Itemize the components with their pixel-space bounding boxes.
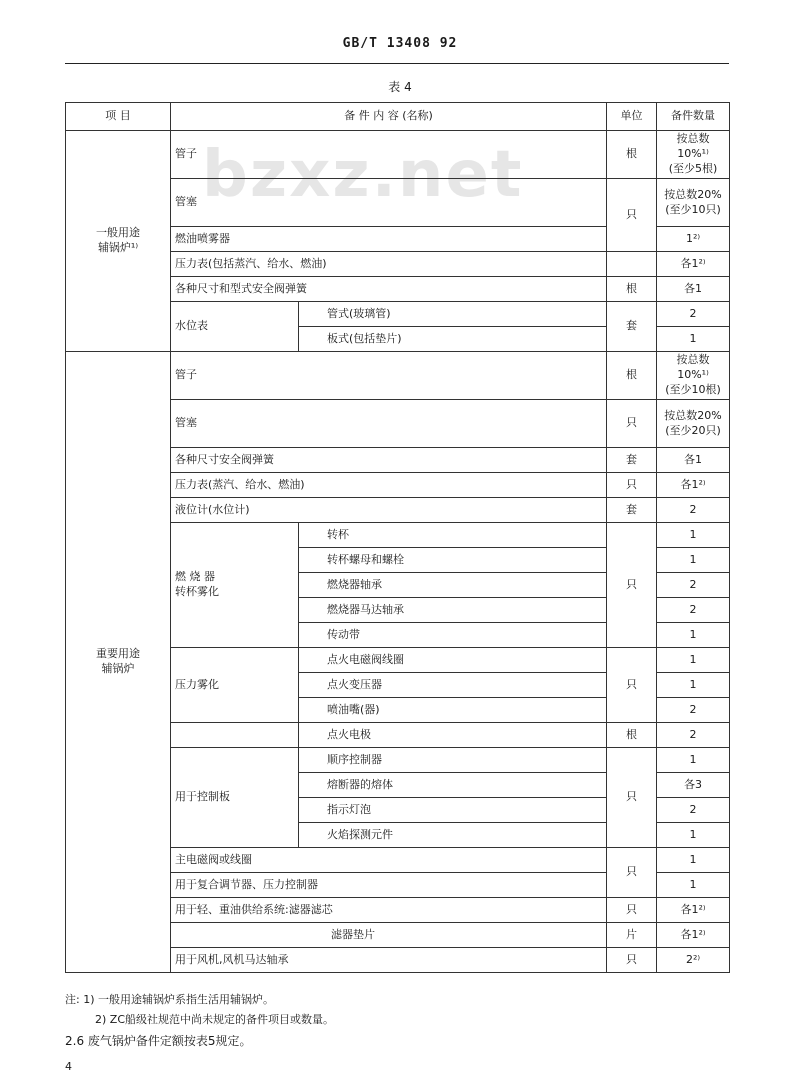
note-1: 注: 1) 一般用途辅锅炉系指生活用辅锅炉。 [65,993,274,1006]
row-qty: 1 [657,523,730,548]
row-label: 各种尺寸安全阀弹簧 [171,448,607,473]
table-header-row [66,103,730,131]
sub-group-label: 压力雾化 [171,648,299,723]
header-rule [65,63,729,64]
row-unit: 套 [607,498,657,523]
col-content-header: 备 件 内 容 (名称) [171,103,607,131]
row-qty: 1 [657,748,730,773]
row-unit: 只 [607,948,657,973]
row-label: 点火电极 [299,723,607,748]
row-label: 点火电磁阀线圈 [299,648,607,673]
row-unit: 只 [607,748,657,848]
row-qty: 2²⁾ [657,948,730,973]
row-unit: 根 [607,352,657,400]
row-unit: 根 [607,277,657,302]
row-label: 板式(包括垫片) [299,327,607,352]
row-label: 用于轻、重油供给系统:滤器滤芯 [171,898,607,923]
row-qty: 2 [657,498,730,523]
row-label: 管塞 [171,179,607,227]
row-label: 管子 [171,131,607,179]
row-label: 压力表(蒸汽、给水、燃油) [171,473,607,498]
standard-header: GB/T 13408 92 [342,36,458,51]
row-qty: 1²⁾ [657,227,730,252]
row-qty: 按总数10%¹⁾ (至少10根) [657,352,730,400]
row-label: 转杯 [299,523,607,548]
sub-group-label: 燃 烧 器 转杯雾化 [171,523,299,648]
row-label: 顺序控制器 [299,748,607,773]
row-qty: 2 [657,598,730,623]
row-label: 火焰探测元件 [299,823,607,848]
spare-parts-table [65,102,730,973]
row-qty: 1 [657,673,730,698]
row-label: 滤器垫片 [171,923,607,948]
row-qty: 1 [657,648,730,673]
row-unit: 根 [607,723,657,748]
sub-group-label: 用于控制板 [171,748,299,848]
row-qty: 按总数10%¹⁾ (至少5根) [657,131,730,179]
row-qty: 各1²⁾ [657,252,730,277]
row-qty: 1 [657,848,730,873]
row-label: 管塞 [171,400,607,448]
row-qty: 1 [657,823,730,848]
row-label: 用于复合调节器、压力控制器 [171,873,607,898]
row-label: 燃烧器马达轴承 [299,598,607,623]
row-unit: 只 [607,473,657,498]
row-label: 点火变压器 [299,673,607,698]
group-general: 一般用途 辅锅炉¹⁾ [66,131,171,352]
row-label: 燃油喷雾器 [171,227,607,252]
table-notes [65,990,334,1030]
group-heavy: 重要用途 辅锅炉 [66,352,171,973]
row-unit: 片 [607,923,657,948]
row-qty: 各1 [657,448,730,473]
row-unit: 套 [607,302,657,352]
row-qty: 按总数20% (至少20只) [657,400,730,448]
row-unit: 只 [607,179,657,252]
row-unit: 套 [607,448,657,473]
row-label: 各种尺寸和型式安全阀弹簧 [171,277,607,302]
row-unit: 只 [607,523,657,648]
row-unit: 根 [607,131,657,179]
row-qty: 2 [657,723,730,748]
clause-text: 2.6 废气锅炉备件定额按表5规定。 [65,1034,252,1048]
row-label: 液位计(水位计) [171,498,607,523]
sub-group-label: 水位表 [171,302,299,352]
blank-cell [171,723,299,748]
row-qty: 2 [657,798,730,823]
row-unit: 只 [607,848,657,898]
row-qty: 1 [657,623,730,648]
row-qty: 按总数20% (至少10只) [657,179,730,227]
col-item-header: 项 目 [66,103,171,131]
row-label: 压力表(包括蒸汽、给水、燃油) [171,252,607,277]
row-label: 传动带 [299,623,607,648]
row-qty: 各1 [657,277,730,302]
col-unit-header: 单位 [607,103,657,131]
note-2: 2) ZC船级社规范中尚未规定的备件项目或数量。 [95,1013,335,1026]
row-qty: 2 [657,302,730,327]
row-qty: 1 [657,548,730,573]
row-label: 喷油嘴(器) [299,698,607,723]
row-qty: 各1²⁾ [657,898,730,923]
table-row [66,131,730,179]
row-qty: 2 [657,573,730,598]
row-label: 用于风机,风机马达轴承 [171,948,607,973]
row-qty: 1 [657,873,730,898]
row-unit: 只 [607,898,657,923]
row-qty: 2 [657,698,730,723]
row-label: 转杯螺母和螺栓 [299,548,607,573]
col-qty-header: 备件数量 [657,103,730,131]
row-qty: 1 [657,327,730,352]
row-label: 管子 [171,352,607,400]
watermark: bzxz.net [202,138,524,212]
row-qty: 各1²⁾ [657,923,730,948]
page-number: 4 [65,1060,72,1073]
row-unit: 只 [607,400,657,448]
table-title: 表 4 [388,80,412,94]
row-label: 指示灯泡 [299,798,607,823]
row-label: 燃烧器轴承 [299,573,607,598]
row-qty: 各1²⁾ [657,473,730,498]
table-row [66,352,730,400]
row-label: 管式(玻璃管) [299,302,607,327]
row-unit-empty [607,252,657,277]
row-qty: 各3 [657,773,730,798]
row-unit: 只 [607,648,657,723]
row-label: 主电磁阀或线圈 [171,848,607,873]
row-label: 熔断器的熔体 [299,773,607,798]
